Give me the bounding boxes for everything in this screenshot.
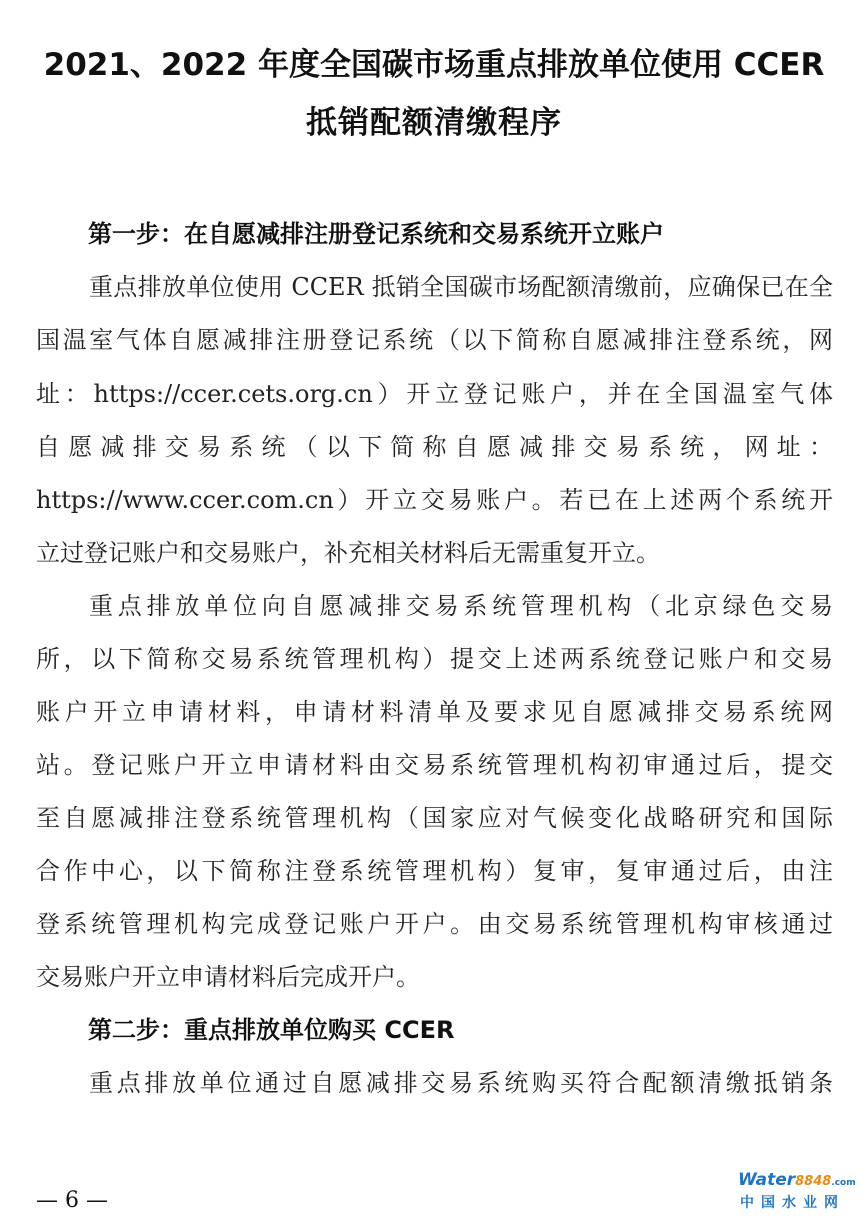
paragraph-2-line: 账户开立申请材料，申请材料清单及要求见自愿减排交易系统网 xyxy=(36,698,833,726)
watermark-brand-name: Water xyxy=(738,1170,796,1190)
watermark-brand-suffix: .com xyxy=(831,1178,856,1188)
watermark-logo xyxy=(738,1170,860,1214)
paragraph-1-line: 址：https://ccer.cets.org.cn）开立登记账户，并在全国温室气体 xyxy=(36,380,833,408)
paragraph-1-line: 国温室气体自愿减排注册登记系统（以下简称自愿减排注登系统，网 xyxy=(36,326,833,354)
paragraph-2-line: 站。登记账户开立申请材料由交易系统管理机构初审通过后，提交 xyxy=(36,751,833,779)
step-2-heading: 第二步：重点排放单位购买 CCER xyxy=(88,1016,455,1044)
page-number: — 6 — xyxy=(36,1188,108,1213)
watermark-brand xyxy=(738,1170,856,1193)
paragraph-3-line: 重点排放单位通过自愿减排交易系统购买符合配额清缴抵销条 xyxy=(89,1069,833,1097)
step-1-heading: 第一步：在自愿减排注册登记系统和交易系统开立账户 xyxy=(88,220,664,248)
document-title-line-2: 抵销配额清缴程序 xyxy=(306,105,562,141)
document-title-line-1: 2021、2022 年度全国碳市场重点排放单位使用 CCER xyxy=(43,47,825,83)
paragraph-1-line: 自愿减排交易系统（以下简称自愿减排交易系统，网址： xyxy=(36,433,833,461)
paragraph-2-line: 所，以下简称交易系统管理机构）提交上述两系统登记账户和交易 xyxy=(36,645,833,673)
paragraph-2-line: 至自愿减排注登系统管理机构（国家应对气候变化战略研究和国际 xyxy=(36,804,833,832)
paragraph-2-line: 重点排放单位向自愿减排交易系统管理机构（北京绿色交易 xyxy=(89,592,833,620)
watermark-brand-number: 8848 xyxy=(795,1174,832,1189)
paragraph-2-line: 合作中心，以下简称注登系统管理机构）复审，复审通过后，由注 xyxy=(36,857,833,885)
paragraph-2-line: 登系统管理机构完成登记账户开户。由交易系统管理机构审核通过 xyxy=(36,910,833,938)
watermark-chinese-name: 中国水业网 xyxy=(740,1195,845,1211)
paragraph-1-line: 重点排放单位使用 CCER 抵销全国碳市场配额清缴前，应确保已在全 xyxy=(89,273,833,301)
paragraph-1-line: 立过登记账户和交易账户，补充相关材料后无需重复开立。 xyxy=(36,539,660,567)
paragraph-1-line: https://www.ccer.com.cn）开立交易账户。若已在上述两个系统开 xyxy=(36,486,833,514)
paragraph-2-line: 交易账户开立申请材料后完成开户。 xyxy=(36,963,420,991)
